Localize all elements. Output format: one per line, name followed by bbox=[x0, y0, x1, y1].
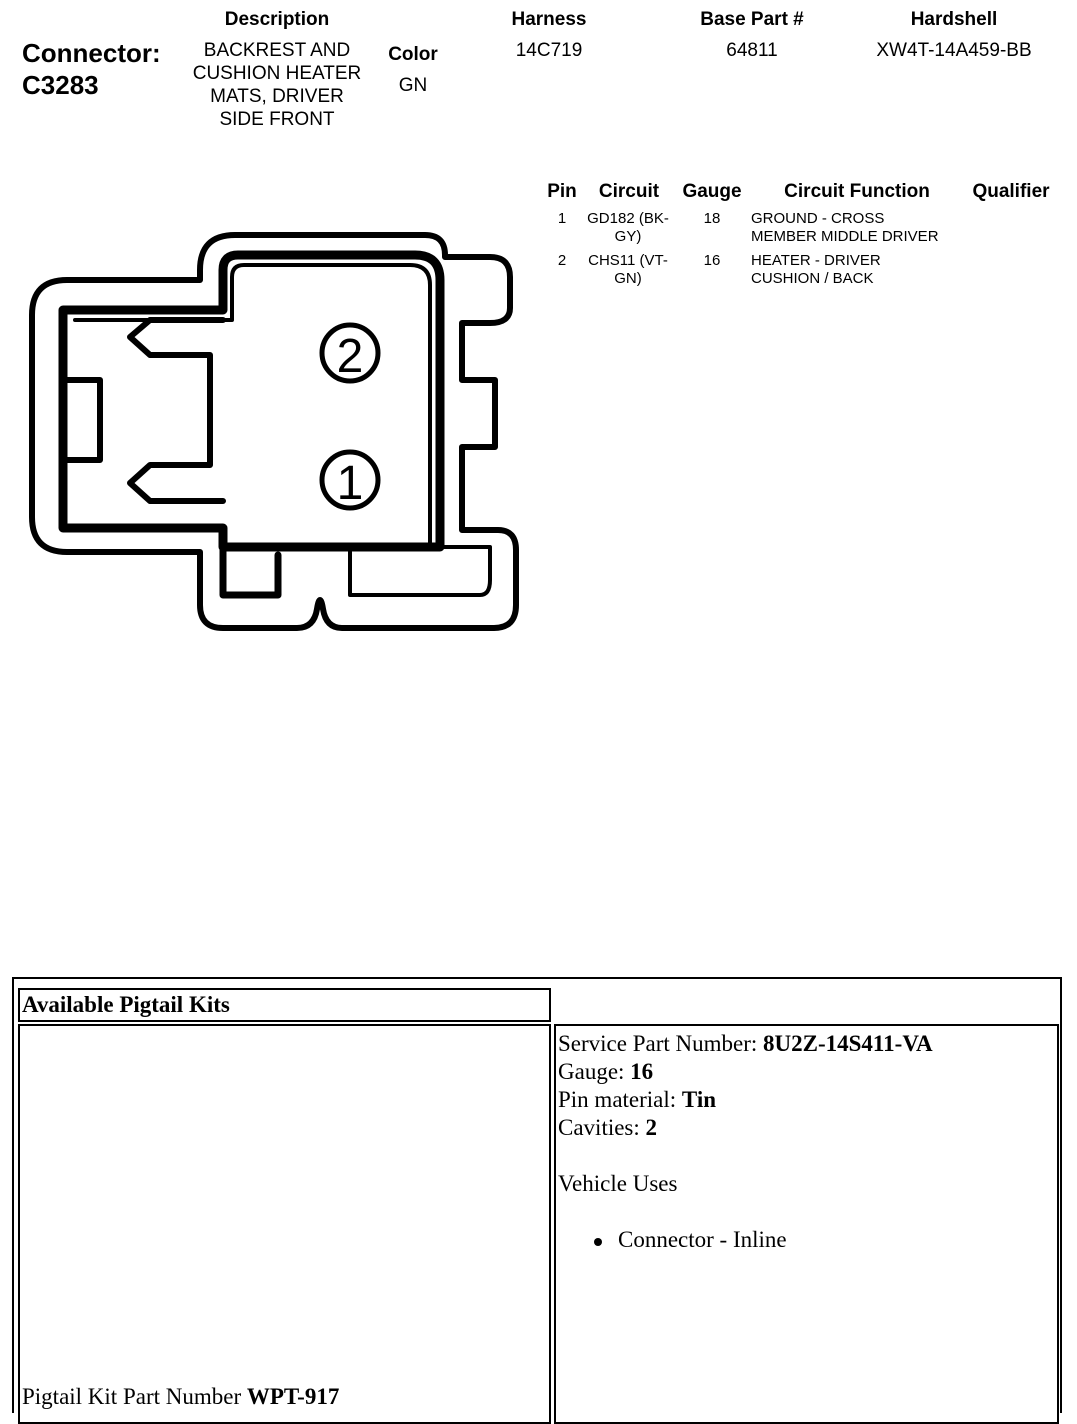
pigtail-details-cell bbox=[554, 1024, 1059, 1424]
connector-bottom-foot-left bbox=[223, 547, 278, 595]
pigtail-kit-part-label: Pigtail Kit Part Number bbox=[22, 1384, 247, 1409]
circuit-line: GN) bbox=[614, 270, 642, 287]
description-line: MATS, DRIVER bbox=[210, 86, 344, 107]
connector-left-tab bbox=[130, 320, 223, 501]
gauge-cell: 16 bbox=[703, 252, 721, 269]
description-line: SIDE FRONT bbox=[219, 109, 335, 130]
pin-cavity-label: 2 bbox=[336, 330, 364, 383]
connector-label: Connector: bbox=[22, 38, 161, 68]
gauge-label: Gauge: bbox=[558, 1059, 631, 1084]
connector-inner-outline bbox=[63, 255, 440, 547]
cavities-line bbox=[558, 1114, 933, 1142]
circuit-function-header: Circuit Function bbox=[784, 181, 930, 202]
circuit-header: Circuit bbox=[598, 181, 660, 202]
service-part-value: 8U2Z-14S411-VA bbox=[763, 1031, 933, 1056]
pigtail-kit-part-value: WPT-917 bbox=[246, 1384, 340, 1409]
pin-material-value: Tin bbox=[681, 1087, 717, 1112]
hardshell-label: Hardshell bbox=[910, 9, 998, 30]
hardshell-value: XW4T-14A459-BB bbox=[876, 40, 1032, 61]
circuit-line: CHS11 (VT- bbox=[588, 252, 668, 269]
pin-material-line bbox=[558, 1086, 933, 1114]
base-part-value: 64811 bbox=[726, 40, 778, 61]
pin-material-label: Pin material: bbox=[558, 1087, 682, 1112]
gauge-header: Gauge bbox=[682, 181, 742, 202]
qualifier-header: Qualifier bbox=[972, 181, 1050, 202]
service-part-label: Service Part Number: bbox=[558, 1031, 764, 1056]
bullet-icon bbox=[594, 1238, 602, 1246]
pin-cavity-1 bbox=[322, 452, 378, 510]
gauge-line bbox=[558, 1058, 933, 1086]
pin-header: Pin bbox=[547, 181, 577, 202]
harness-label: Harness bbox=[511, 9, 587, 30]
vehicle-use-item bbox=[558, 1226, 933, 1254]
color-label: Color bbox=[388, 44, 438, 65]
pigtail-details bbox=[558, 1030, 933, 1254]
pigtail-kits-table bbox=[12, 977, 1062, 1413]
function-line: HEATER - DRIVER bbox=[751, 252, 881, 269]
description-value bbox=[167, 39, 387, 131]
description-line: BACKREST AND bbox=[203, 40, 351, 61]
pigtail-image-cell bbox=[18, 1024, 551, 1424]
circuit-line: GD182 (BK- bbox=[587, 210, 669, 227]
circuit-cell bbox=[580, 252, 676, 288]
pin-cavity-2 bbox=[322, 325, 378, 383]
pin-cavity-label: 1 bbox=[336, 457, 364, 510]
function-cell bbox=[751, 252, 961, 288]
description-label: Description bbox=[224, 9, 330, 30]
circuit-cell bbox=[580, 210, 676, 246]
service-part-line bbox=[558, 1030, 933, 1058]
connector-left-slot bbox=[63, 310, 100, 528]
function-cell bbox=[751, 210, 961, 246]
vehicle-use-text: Connector - Inline bbox=[618, 1227, 787, 1252]
function-line: MEMBER MIDDLE DRIVER bbox=[751, 228, 939, 245]
gauge-cell: 18 bbox=[703, 210, 721, 227]
gauge-value: 16 bbox=[630, 1059, 654, 1084]
circuit-line: GY) bbox=[614, 228, 642, 245]
pigtail-title: Available Pigtail Kits bbox=[22, 992, 230, 1017]
pigtail-kit-part bbox=[22, 1383, 339, 1411]
vehicle-uses-label: Vehicle Uses bbox=[558, 1171, 678, 1196]
color-value: GN bbox=[398, 75, 428, 96]
connector-id: C3283 bbox=[22, 70, 99, 100]
description-line: CUSHION HEATER bbox=[192, 63, 362, 84]
connector-face-diagram bbox=[20, 225, 530, 645]
cavities-value: 2 bbox=[645, 1115, 658, 1140]
pin-number: 2 bbox=[557, 252, 567, 269]
connector-bottom-foot-right bbox=[350, 547, 490, 595]
cavities-label: Cavities: bbox=[558, 1115, 646, 1140]
pigtail-title-cell bbox=[18, 988, 551, 1022]
function-line: GROUND - CROSS bbox=[751, 210, 885, 227]
function-line: CUSHION / BACK bbox=[751, 270, 874, 287]
harness-value: 14C719 bbox=[515, 40, 583, 61]
base-part-label: Base Part # bbox=[700, 9, 804, 30]
pin-number: 1 bbox=[557, 210, 567, 227]
